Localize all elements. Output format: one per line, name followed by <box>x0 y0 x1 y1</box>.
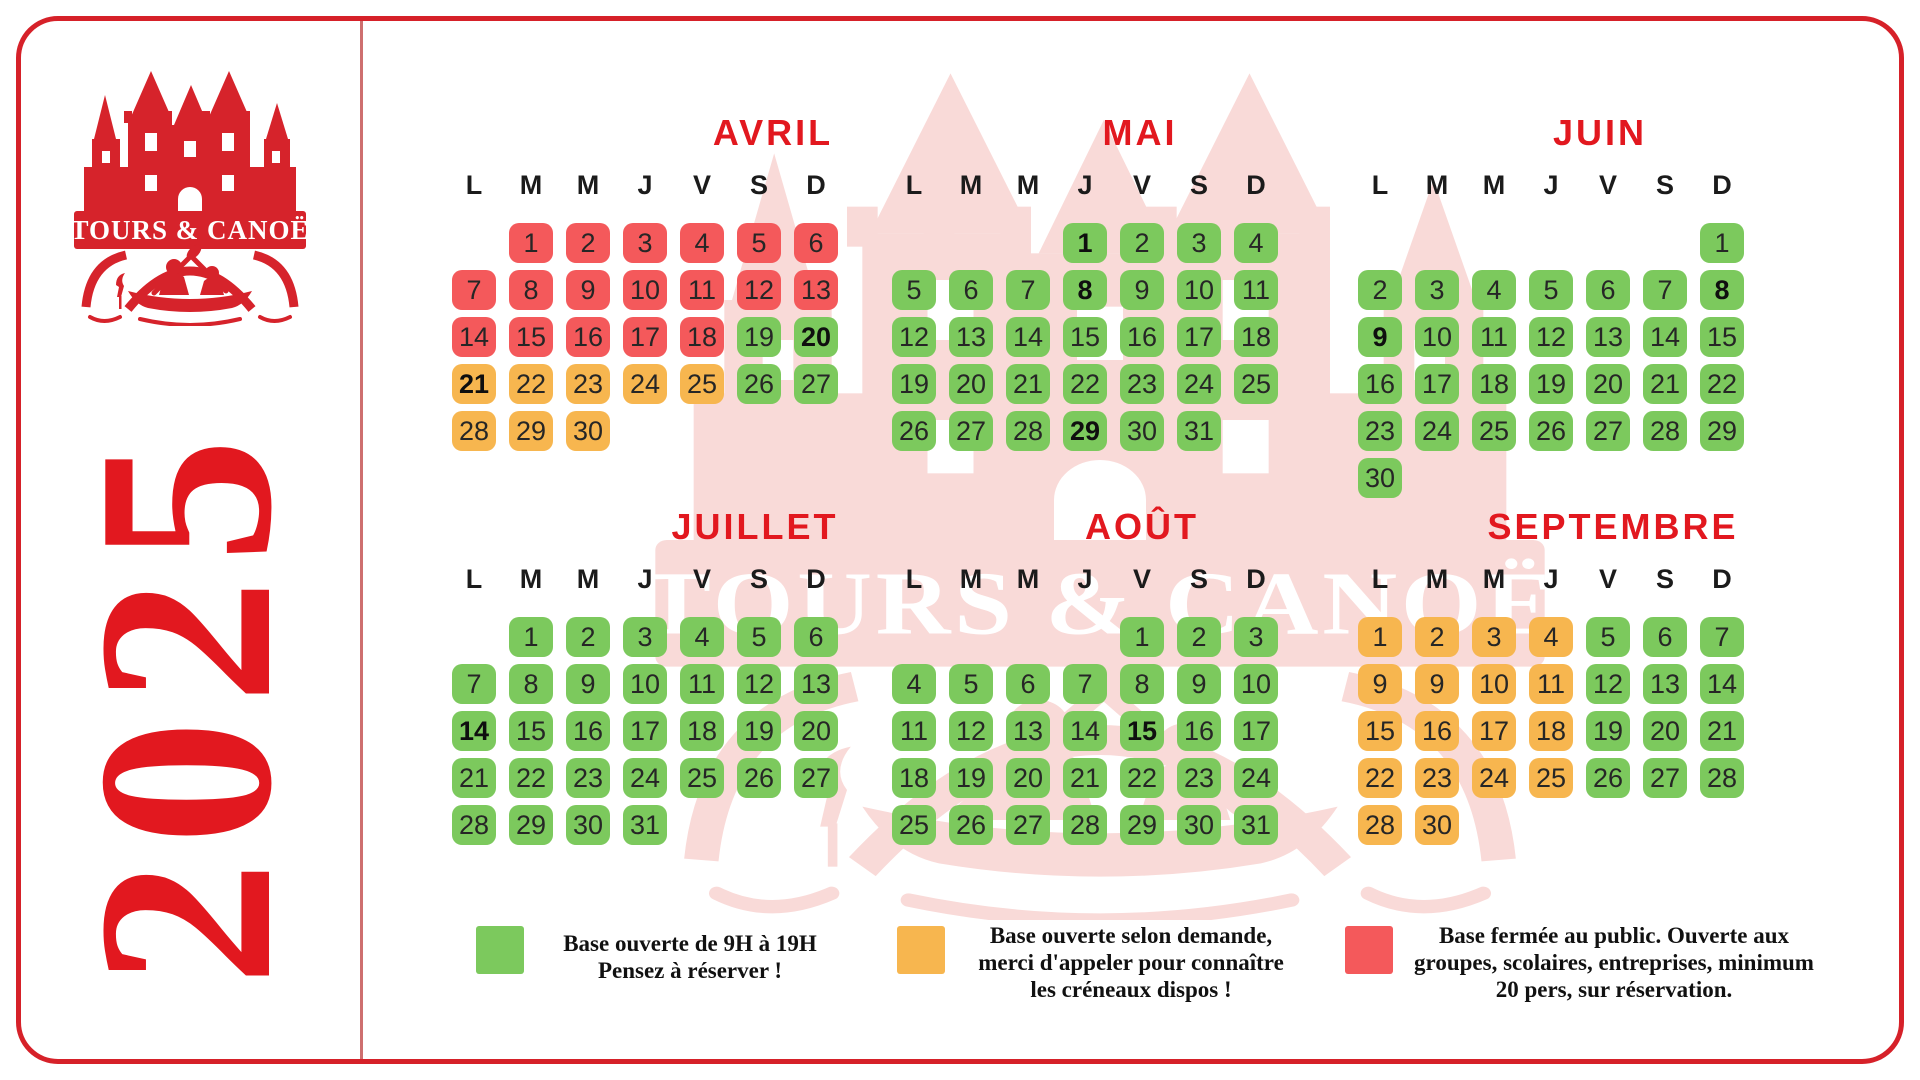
day-cell: 29 <box>509 805 553 845</box>
day-grid <box>1358 223 1744 498</box>
day-grid <box>892 223 1278 451</box>
day-cell: 2 <box>566 223 610 263</box>
day-cell: 25 <box>892 805 936 845</box>
empty-cell <box>1415 223 1459 263</box>
day-cell: 10 <box>623 664 667 704</box>
day-cell: 22 <box>1063 364 1107 404</box>
month-mai <box>892 112 1278 502</box>
day-cell: 7 <box>452 270 496 310</box>
month-juillet <box>452 506 838 896</box>
day-cell: 31 <box>623 805 667 845</box>
day-cell: 2 <box>566 617 610 657</box>
day-cell: 4 <box>1234 223 1278 263</box>
day-cell: 8 <box>1063 270 1107 310</box>
day-cell: 26 <box>949 805 993 845</box>
weekday-label: J <box>1543 170 1559 200</box>
day-cell: 11 <box>680 664 724 704</box>
weekday-label: J <box>1543 564 1559 594</box>
weekday-label: M <box>1425 564 1449 594</box>
day-cell: 22 <box>1358 758 1402 798</box>
day-cell: 19 <box>1586 711 1630 751</box>
day-cell: 24 <box>1472 758 1516 798</box>
tours-canoe-logo <box>70 54 310 326</box>
month-title-aout: AOÛT <box>1085 506 1199 547</box>
day-cell: 27 <box>1643 758 1687 798</box>
month-title-mai: MAI <box>1102 112 1178 153</box>
weekday-label: M <box>959 170 983 200</box>
day-cell: 2 <box>1358 270 1402 310</box>
day-cell: 5 <box>1529 270 1573 310</box>
day-cell: 28 <box>1063 805 1107 845</box>
month-septembre <box>1358 506 1744 896</box>
weekday-label: V <box>692 170 711 200</box>
castle-illustration <box>84 71 296 211</box>
empty-cell <box>892 223 936 263</box>
day-cell: 8 <box>1700 270 1744 310</box>
day-cell: 24 <box>623 364 667 404</box>
day-cell: 1 <box>1700 223 1744 263</box>
weekday-label: S <box>1189 170 1208 200</box>
weekday-label: M <box>1482 170 1506 200</box>
weekday-label: D <box>1712 564 1732 594</box>
day-cell: 18 <box>1234 317 1278 357</box>
empty-cell <box>1529 223 1573 263</box>
day-cell: 9 <box>1358 317 1402 357</box>
day-cell: 3 <box>623 223 667 263</box>
empty-cell <box>452 223 496 263</box>
day-cell: 8 <box>1120 664 1164 704</box>
weekday-label: L <box>1371 564 1389 594</box>
day-cell: 13 <box>1643 664 1687 704</box>
day-cell: 6 <box>1586 270 1630 310</box>
empty-cell <box>1063 617 1107 657</box>
day-cell: 19 <box>1529 364 1573 404</box>
month-title-juin: JUIN <box>1552 112 1648 153</box>
day-cell: 11 <box>680 270 724 310</box>
legend-swatch-demand <box>897 926 945 974</box>
day-grid <box>892 617 1278 845</box>
empty-cell <box>892 617 936 657</box>
day-cell: 12 <box>949 711 993 751</box>
day-cell: 4 <box>892 664 936 704</box>
day-grid <box>1358 617 1744 845</box>
legend-line: les créneaux dispos ! <box>1030 977 1232 1002</box>
day-cell: 7 <box>1643 270 1687 310</box>
weekday-header <box>452 564 838 595</box>
day-cell: 29 <box>1120 805 1164 845</box>
day-cell: 1 <box>1358 617 1402 657</box>
weekday-label: D <box>1246 564 1266 594</box>
day-cell: 12 <box>1586 664 1630 704</box>
weekday-label: L <box>465 564 483 594</box>
day-cell: 18 <box>892 758 936 798</box>
day-cell: 20 <box>949 364 993 404</box>
day-cell: 10 <box>1177 270 1221 310</box>
day-cell: 30 <box>1177 805 1221 845</box>
weekday-label: V <box>1132 564 1151 594</box>
day-cell: 26 <box>892 411 936 451</box>
day-cell: 10 <box>623 270 667 310</box>
legend-line: Base fermée au public. Ouverte aux <box>1438 923 1790 948</box>
day-cell: 20 <box>1586 364 1630 404</box>
day-cell: 19 <box>949 758 993 798</box>
day-cell: 10 <box>1472 664 1516 704</box>
day-cell: 16 <box>1415 711 1459 751</box>
day-cell: 22 <box>1700 364 1744 404</box>
day-cell: 11 <box>1529 664 1573 704</box>
day-cell: 26 <box>1529 411 1573 451</box>
day-cell: 10 <box>1234 664 1278 704</box>
weekday-label: M <box>1425 170 1449 200</box>
day-cell: 30 <box>566 411 610 451</box>
day-cell: 16 <box>1358 364 1402 404</box>
day-cell: 2 <box>1415 617 1459 657</box>
weekday-label: S <box>1655 564 1674 594</box>
weekday-header <box>892 170 1278 201</box>
day-cell: 19 <box>737 317 781 357</box>
day-cell: 16 <box>566 711 610 751</box>
day-cell: 23 <box>1415 758 1459 798</box>
day-cell: 30 <box>1358 458 1402 498</box>
day-cell: 7 <box>452 664 496 704</box>
day-cell: 28 <box>452 411 496 451</box>
day-cell: 17 <box>1472 711 1516 751</box>
day-cell: 21 <box>1643 364 1687 404</box>
day-cell: 14 <box>1700 664 1744 704</box>
day-cell: 8 <box>509 664 553 704</box>
empty-cell <box>1006 223 1050 263</box>
day-cell: 27 <box>949 411 993 451</box>
day-cell: 3 <box>1234 617 1278 657</box>
day-cell: 16 <box>1120 317 1164 357</box>
day-cell: 21 <box>452 758 496 798</box>
day-cell: 31 <box>1234 805 1278 845</box>
empty-cell <box>1006 617 1050 657</box>
day-cell: 3 <box>1472 617 1516 657</box>
day-cell: 14 <box>452 317 496 357</box>
day-cell: 30 <box>566 805 610 845</box>
day-cell: 20 <box>1643 711 1687 751</box>
legend-line: groupes, scolaires, entreprises, minimum <box>1414 950 1814 975</box>
day-cell: 19 <box>892 364 936 404</box>
day-cell: 14 <box>1063 711 1107 751</box>
day-cell: 24 <box>1177 364 1221 404</box>
day-cell: 15 <box>509 317 553 357</box>
day-cell: 4 <box>680 617 724 657</box>
weekday-label: M <box>576 564 600 594</box>
day-grid <box>452 617 838 845</box>
day-cell: 8 <box>509 270 553 310</box>
day-cell: 26 <box>737 758 781 798</box>
day-cell: 22 <box>1120 758 1164 798</box>
day-cell: 9 <box>566 664 610 704</box>
weekday-label: V <box>692 564 711 594</box>
day-cell: 20 <box>794 317 838 357</box>
day-cell: 6 <box>794 617 838 657</box>
legend-item-demand <box>897 922 1301 1003</box>
weekday-label: M <box>519 564 543 594</box>
day-cell: 26 <box>1586 758 1630 798</box>
day-cell: 5 <box>737 617 781 657</box>
weekday-label: J <box>637 564 653 594</box>
day-cell: 9 <box>566 270 610 310</box>
weekday-label: V <box>1598 170 1617 200</box>
weekday-label: L <box>905 170 923 200</box>
weekday-label: S <box>1189 564 1208 594</box>
day-cell: 20 <box>794 711 838 751</box>
day-cell: 28 <box>452 805 496 845</box>
day-cell: 31 <box>1177 411 1221 451</box>
month-title-avril: AVRIL <box>712 112 834 153</box>
empty-cell <box>949 223 993 263</box>
day-cell: 21 <box>1063 758 1107 798</box>
day-cell: 17 <box>623 317 667 357</box>
weekday-label: J <box>1077 170 1093 200</box>
day-cell: 20 <box>1006 758 1050 798</box>
day-cell: 14 <box>1643 317 1687 357</box>
day-cell: 23 <box>566 364 610 404</box>
day-cell: 12 <box>892 317 936 357</box>
weekday-label: D <box>1712 170 1732 200</box>
day-cell: 11 <box>892 711 936 751</box>
day-cell: 6 <box>794 223 838 263</box>
day-cell: 3 <box>1415 270 1459 310</box>
day-cell: 22 <box>509 364 553 404</box>
weekday-label: J <box>1077 564 1093 594</box>
empty-cell <box>1472 223 1516 263</box>
day-cell: 5 <box>892 270 936 310</box>
day-cell: 1 <box>1063 223 1107 263</box>
weekday-label: M <box>519 170 543 200</box>
day-cell: 27 <box>794 364 838 404</box>
empty-cell <box>1358 223 1402 263</box>
day-cell: 29 <box>1700 411 1744 451</box>
weekday-header <box>1358 564 1744 595</box>
empty-cell <box>452 617 496 657</box>
weekday-label: M <box>576 170 600 200</box>
weekday-label: L <box>1371 170 1389 200</box>
day-cell: 30 <box>1415 805 1459 845</box>
weekday-header <box>452 170 838 201</box>
day-cell: 6 <box>1006 664 1050 704</box>
day-cell: 25 <box>1472 411 1516 451</box>
day-cell: 11 <box>1234 270 1278 310</box>
day-cell: 21 <box>1700 711 1744 751</box>
empty-cell <box>1586 223 1630 263</box>
legend-swatch-open <box>476 926 524 974</box>
legend-line: Pensez à réserver ! <box>597 958 783 983</box>
day-cell: 7 <box>1006 270 1050 310</box>
month-title-juillet: JUILLET <box>671 506 839 547</box>
day-cell: 12 <box>737 270 781 310</box>
month-aout <box>892 506 1278 896</box>
day-cell: 28 <box>1006 411 1050 451</box>
day-cell: 15 <box>1063 317 1107 357</box>
day-cell: 17 <box>1415 364 1459 404</box>
weekday-label: M <box>1482 564 1506 594</box>
day-cell: 23 <box>1177 758 1221 798</box>
day-cell: 17 <box>1177 317 1221 357</box>
day-cell: 15 <box>1700 317 1744 357</box>
legend-text-closed <box>1409 922 1819 1003</box>
weekday-label: S <box>749 170 768 200</box>
day-cell: 18 <box>680 317 724 357</box>
year-label: 2025 <box>47 422 324 986</box>
day-cell: 18 <box>1472 364 1516 404</box>
day-cell: 28 <box>1700 758 1744 798</box>
weekday-label: M <box>1016 564 1040 594</box>
day-cell: 9 <box>1358 664 1402 704</box>
day-cell: 10 <box>1415 317 1459 357</box>
day-cell: 24 <box>623 758 667 798</box>
weekday-label: J <box>637 170 653 200</box>
empty-cell <box>949 617 993 657</box>
day-cell: 12 <box>1529 317 1573 357</box>
day-cell: 7 <box>1700 617 1744 657</box>
day-cell: 21 <box>1006 364 1050 404</box>
day-cell: 6 <box>949 270 993 310</box>
day-cell: 18 <box>1529 711 1573 751</box>
day-cell: 27 <box>1006 805 1050 845</box>
day-cell: 25 <box>1529 758 1573 798</box>
weekday-label: S <box>749 564 768 594</box>
day-cell: 4 <box>1529 617 1573 657</box>
day-cell: 27 <box>1586 411 1630 451</box>
day-cell: 21 <box>452 364 496 404</box>
day-cell: 16 <box>1177 711 1221 751</box>
day-cell: 30 <box>1120 411 1164 451</box>
day-cell: 6 <box>1643 617 1687 657</box>
weekday-label: S <box>1655 170 1674 200</box>
day-cell: 17 <box>1234 711 1278 751</box>
day-cell: 3 <box>1177 223 1221 263</box>
day-grid <box>452 223 838 451</box>
day-cell: 19 <box>737 711 781 751</box>
legend-text-open <box>540 930 840 984</box>
day-cell: 23 <box>1358 411 1402 451</box>
legend-line: merci d'appeler pour connaître <box>978 950 1284 975</box>
day-cell: 11 <box>1472 317 1516 357</box>
legend-line: 20 pers, sur réservation. <box>1495 977 1733 1002</box>
day-cell: 7 <box>1063 664 1107 704</box>
day-cell: 29 <box>1063 411 1107 451</box>
day-cell: 28 <box>1358 805 1402 845</box>
day-cell: 12 <box>737 664 781 704</box>
day-cell: 26 <box>737 364 781 404</box>
day-cell: 9 <box>1120 270 1164 310</box>
logo-banner-text: TOURS & CANOË <box>70 215 310 245</box>
month-title-septembre: SEPTEMBRE <box>1487 506 1739 547</box>
weekday-label: M <box>1016 170 1040 200</box>
legend-swatch-closed <box>1345 926 1393 974</box>
day-cell: 28 <box>1643 411 1687 451</box>
weekday-label: D <box>806 564 826 594</box>
weekday-label: L <box>905 564 923 594</box>
day-cell: 17 <box>623 711 667 751</box>
day-cell: 15 <box>1120 711 1164 751</box>
month-juin <box>1358 112 1744 502</box>
day-cell: 16 <box>566 317 610 357</box>
day-cell: 24 <box>1234 758 1278 798</box>
day-cell: 5 <box>737 223 781 263</box>
empty-cell <box>1643 223 1687 263</box>
legend-item-open <box>476 922 840 984</box>
weekday-header <box>892 564 1278 595</box>
day-cell: 23 <box>566 758 610 798</box>
day-cell: 1 <box>509 617 553 657</box>
day-cell: 4 <box>1472 270 1516 310</box>
weekday-label: D <box>806 170 826 200</box>
day-cell: 25 <box>680 364 724 404</box>
bridge-and-canoe-illustration <box>86 242 294 325</box>
weekday-label: M <box>959 564 983 594</box>
day-cell: 15 <box>1358 711 1402 751</box>
day-cell: 13 <box>949 317 993 357</box>
panel-divider <box>360 21 363 1059</box>
day-cell: 9 <box>1415 664 1459 704</box>
legend-line: Base ouverte selon demande, <box>989 923 1273 948</box>
day-cell: 13 <box>1586 317 1630 357</box>
day-cell: 27 <box>794 758 838 798</box>
day-cell: 5 <box>1586 617 1630 657</box>
day-cell: 25 <box>1234 364 1278 404</box>
legend-text-demand <box>961 922 1301 1003</box>
legend-line: Base ouverte de 9H à 19H <box>563 931 817 956</box>
day-cell: 13 <box>1006 711 1050 751</box>
day-cell: 24 <box>1415 411 1459 451</box>
day-cell: 22 <box>509 758 553 798</box>
weekday-label: V <box>1132 170 1151 200</box>
day-cell: 4 <box>680 223 724 263</box>
day-cell: 2 <box>1177 617 1221 657</box>
day-cell: 15 <box>509 711 553 751</box>
month-avril <box>452 112 838 502</box>
weekday-label: L <box>465 170 483 200</box>
weekday-header <box>1358 170 1744 201</box>
day-cell: 14 <box>452 711 496 751</box>
day-cell: 14 <box>1006 317 1050 357</box>
weekday-label: V <box>1598 564 1617 594</box>
day-cell: 18 <box>680 711 724 751</box>
day-cell: 3 <box>623 617 667 657</box>
day-cell: 13 <box>794 270 838 310</box>
day-cell: 5 <box>949 664 993 704</box>
weekday-label: D <box>1246 170 1266 200</box>
day-cell: 9 <box>1177 664 1221 704</box>
legend-item-closed <box>1345 922 1819 1003</box>
day-cell: 1 <box>1120 617 1164 657</box>
day-cell: 13 <box>794 664 838 704</box>
day-cell: 1 <box>509 223 553 263</box>
day-cell: 29 <box>509 411 553 451</box>
day-cell: 2 <box>1120 223 1164 263</box>
day-cell: 23 <box>1120 364 1164 404</box>
day-cell: 25 <box>680 758 724 798</box>
